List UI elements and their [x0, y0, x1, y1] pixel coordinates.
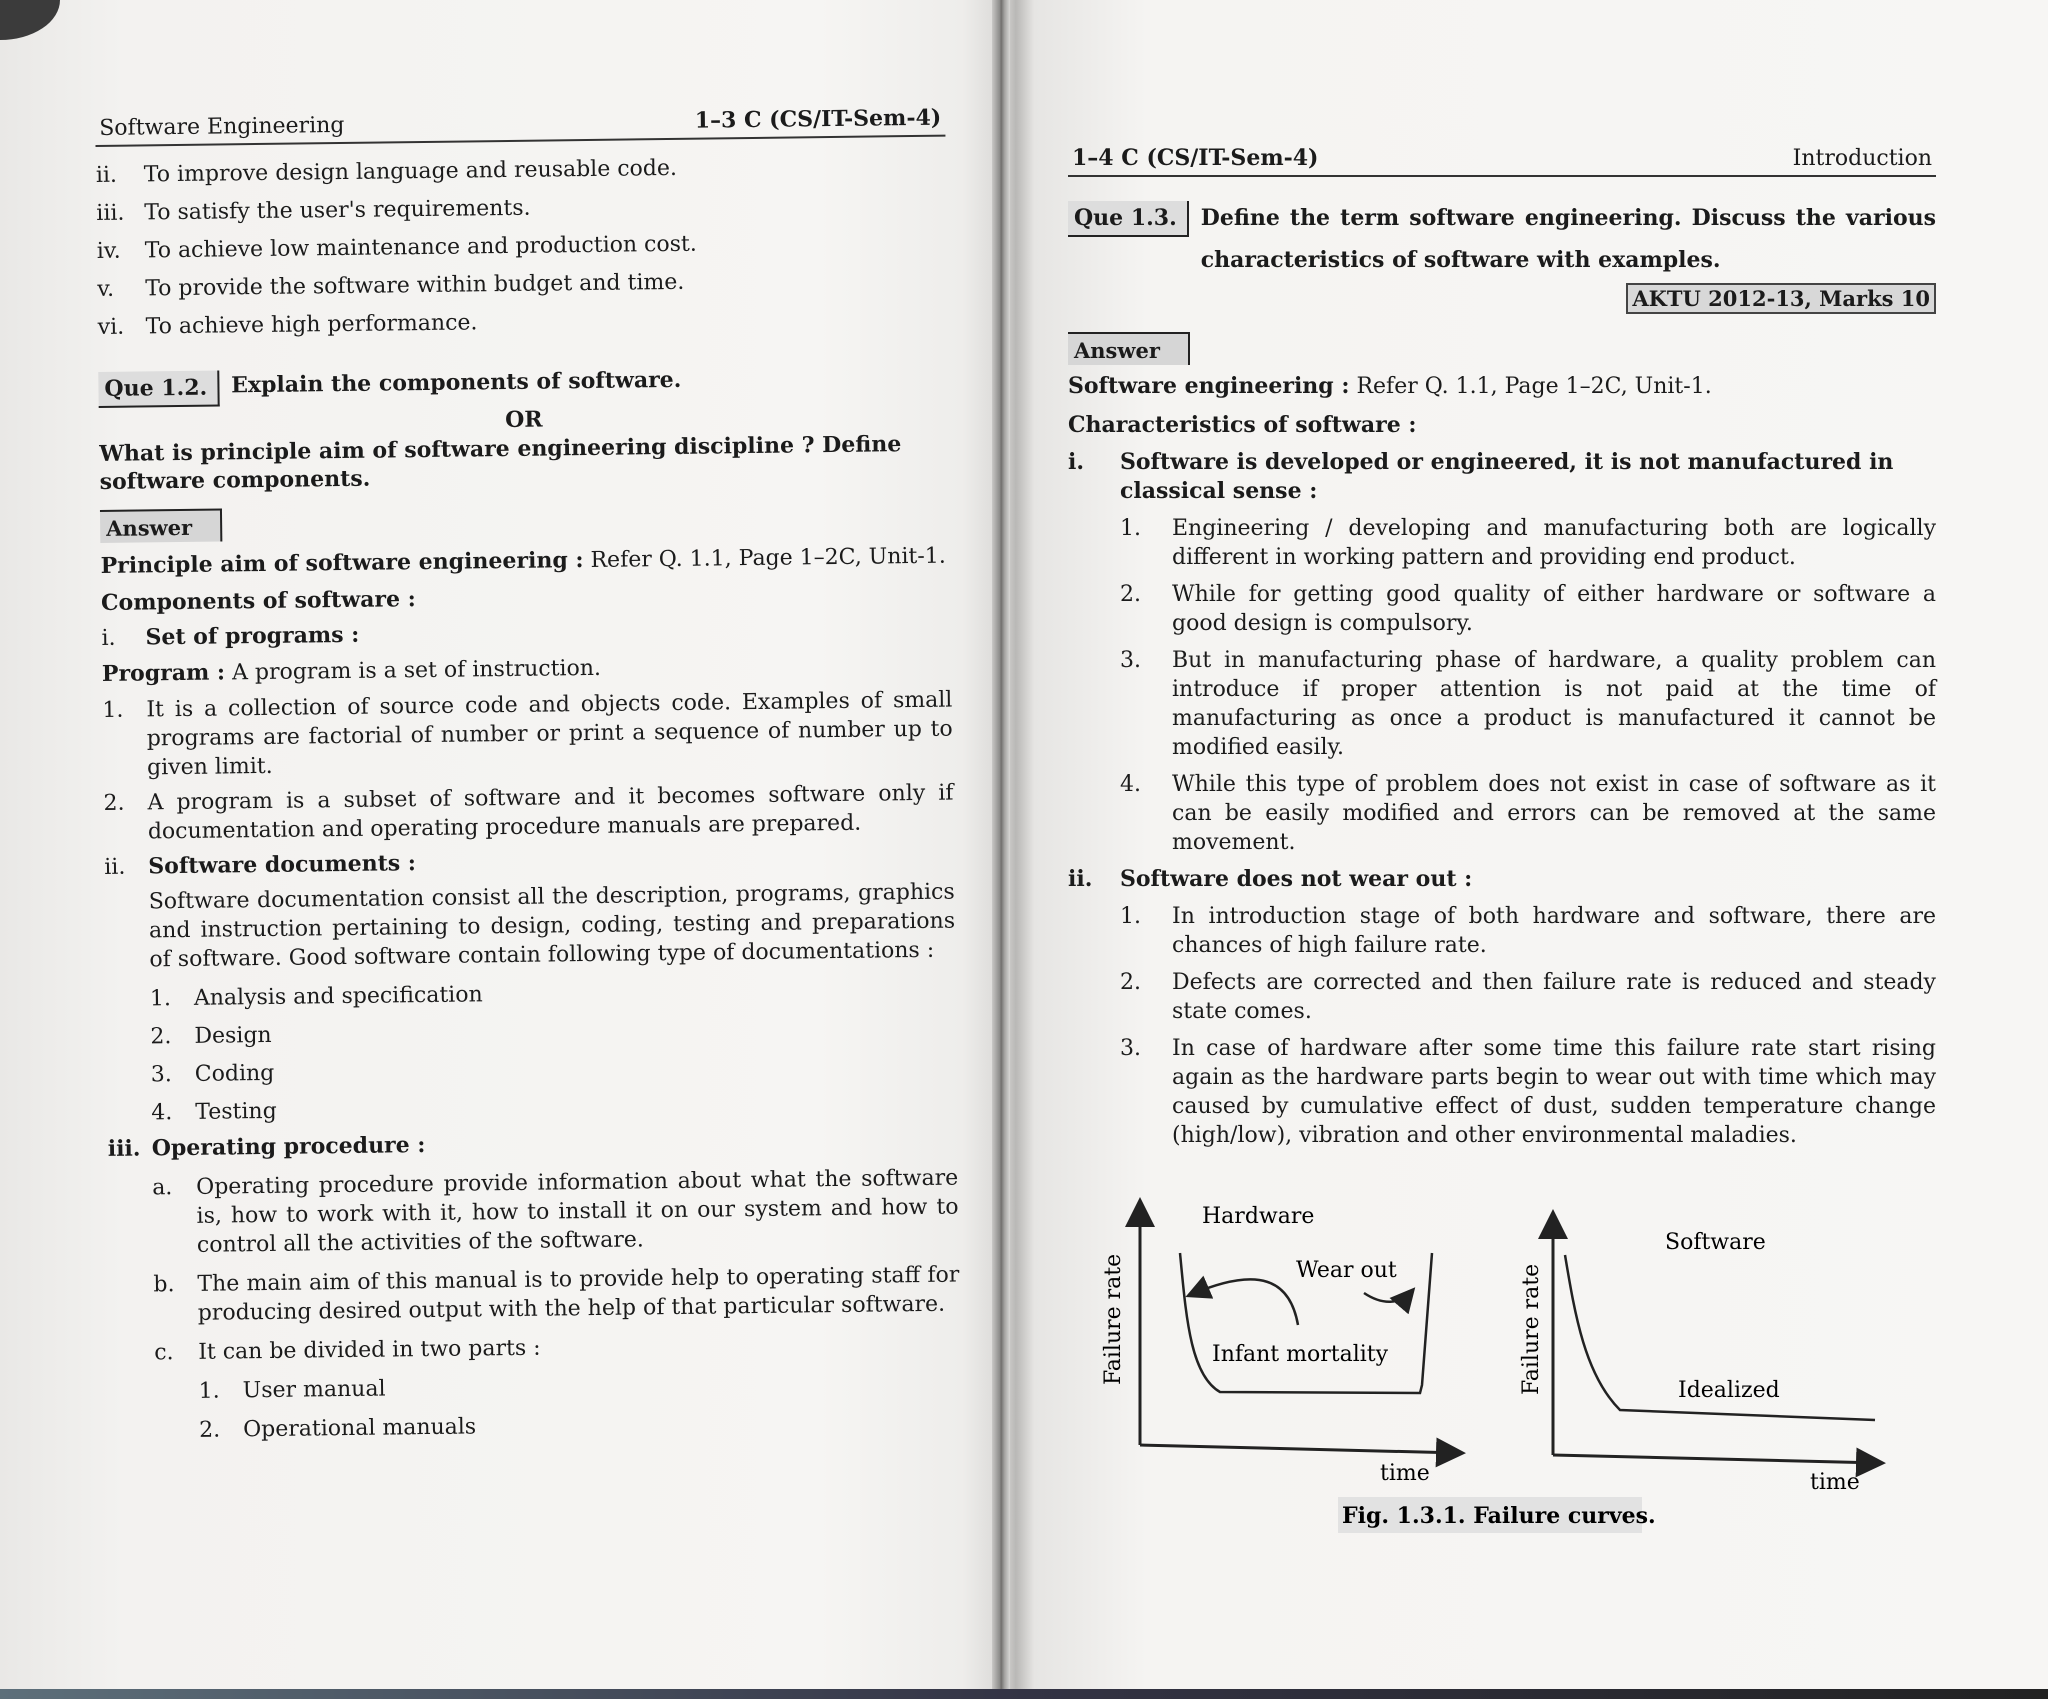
- characteristics-heading: Characteristics of software :: [1068, 412, 1417, 438]
- left-page: [95, 95, 961, 1446]
- aim-line: Principle aim of software engineering : Refer Q. 1.1, Page 1–2C, Unit-1.: [100, 543, 946, 579]
- question-text: Define the term software engineering. Discuss the various characteristics of software with examples.: [1200, 205, 1936, 273]
- list-item: 2. Operational manuals: [199, 1414, 477, 1443]
- question-1-3: [1068, 201, 1936, 281]
- header-subject: Software Engineering: [99, 112, 345, 141]
- list-item: 2. A program is a subset of software and it becomes software only if documentation and operating procedure manuals are prepared.: [103, 780, 954, 845]
- right-page-header: [1068, 135, 1936, 177]
- book-spine: [992, 0, 1010, 1699]
- list-item: v. To provide the software within budget and time.: [97, 269, 685, 302]
- list-item: b. The main aim of this manual is to provide help to operating staff for producing desired output with the help of that particular software.: [153, 1262, 960, 1326]
- background-corner: [0, 0, 60, 40]
- list-item: ii. To improve design language and reusable code.: [95, 155, 678, 188]
- list-item: iii. To satisfy the user's requirements.: [96, 195, 531, 226]
- characteristic-2-heading: ii. Software does not wear out :: [1068, 866, 1473, 892]
- list-item: iv. To achieve low maintenance and production cost.: [96, 231, 697, 264]
- list-item: 3. But in manufacturing phase of hardware, a quality problem can introduce if proper attention is not paid at the time of manufacturing as once a product is manufactured it cannot be modified easily.: [1120, 648, 1936, 760]
- sw-title: Software: [1665, 1230, 1766, 1255]
- list-item: 1. It is a collection of source code and objects code. Examples of small programs are factorial of number or print a sequence of number up to given limit.: [102, 687, 953, 781]
- background-bottom: [0, 1689, 2048, 1699]
- sw-y-label: Failure rate: [1519, 1263, 1544, 1395]
- list-item: 1. Engineering / developing and manufacturing both are logically different in working pattern and providing end product.: [1120, 516, 1936, 570]
- list-item: c. It can be divided in two parts :: [154, 1335, 541, 1366]
- or-separator: OR: [504, 406, 543, 434]
- answer-heading: Answer: [1068, 332, 1936, 365]
- objective-list: [96, 151, 948, 342]
- sw-x-label: time: [1810, 1470, 1860, 1495]
- figure-caption: Fig. 1.3.1. Failure curves.: [1342, 1503, 1656, 1529]
- documents-paragraph: Software documentation consist all the description, programs, graphics and instruction pertaining to design, coding, testing and preparations of software. Good software contain following type of documentations :: [148, 879, 956, 973]
- failure-curves-svg: [1090, 1195, 1890, 1555]
- sw-x-axis: [1553, 1455, 1880, 1463]
- failure-curves-figure: [1090, 1195, 1890, 1555]
- characteristic-1-heading: i. Software is developed or engineered, it is not manufactured in classical sense :: [1068, 449, 1894, 504]
- list-item: 3. In case of hardware after some time this failure rate start rising again as the hardware parts begin to wear out with time which may caused by cumulative effect of dust, sudden temperature change (high/low), vibration and other environmental maladies.: [1120, 1036, 1936, 1148]
- software-documents-heading: ii. Software documents :: [104, 850, 417, 880]
- header-page-number: 1–4 C (CS/IT-Sem-4): [1072, 145, 1319, 171]
- list-item: 4. While this type of problem does not exist in case of software as it can be easily modified and errors can be removed at the same movement.: [1120, 772, 1936, 855]
- hw-x-axis: [1140, 1445, 1460, 1453]
- documentation-list: [106, 971, 958, 1133]
- list-item: 4. Testing: [151, 1098, 277, 1126]
- idealized-label: Idealized: [1678, 1378, 1780, 1403]
- list-item: 2. Defects are corrected and then failure rate is reduced and steady state comes.: [1120, 970, 1936, 1024]
- infant-mortality-label: Infant mortality: [1212, 1342, 1389, 1367]
- header-chapter: Introduction: [1792, 146, 1932, 171]
- header-page-number: 1–3 C (CS/IT-Sem-4): [694, 104, 942, 134]
- program-definition: Program : A program is a set of instruction.: [101, 655, 602, 687]
- question-label: Que 1.2.: [98, 371, 219, 408]
- list-item: 1. Analysis and specification: [149, 982, 483, 1012]
- question-alt-text: What is principle aim of software engineering discipline ? Define software components.: [99, 431, 902, 495]
- answer-heading: Answer: [100, 500, 950, 543]
- hw-title: Hardware: [1202, 1204, 1315, 1229]
- aktu-badge: AKTU 2012-13, Marks 10: [1626, 283, 1936, 314]
- question-label: Que 1.3.: [1068, 201, 1189, 237]
- list-item: vi. To achieve high performance.: [97, 310, 478, 340]
- hw-x-label: time: [1380, 1461, 1430, 1486]
- set-of-programs-heading: i. Set of programs :: [101, 621, 360, 651]
- wear-out-label: Wear out: [1296, 1258, 1397, 1283]
- components-heading: Components of software :: [100, 586, 416, 616]
- wear-out-arrow: [1364, 1291, 1412, 1302]
- list-item: 1. In introduction stage of both hardware and software, there are chances of high failure rate.: [1120, 904, 1936, 958]
- list-item: 3. Coding: [150, 1060, 275, 1088]
- aktu-row: [1068, 283, 1936, 314]
- operating-procedure-heading: iii. Operating procedure :: [107, 1132, 426, 1162]
- right-page: [1068, 135, 1936, 1150]
- question-text: Explain the components of software.: [231, 366, 682, 399]
- left-page-header: [95, 95, 945, 147]
- list-item: 2. Design: [150, 1022, 272, 1050]
- list-item: 2. While for getting good quality of either hardware or software a good design is compulsory.: [1120, 582, 1936, 636]
- hw-y-label: Failure rate: [1101, 1253, 1126, 1385]
- infant-mortality-arrow: [1190, 1279, 1298, 1325]
- se-line: Software engineering : Refer Q. 1.1, Page 1–2C, Unit-1.: [1068, 373, 1712, 399]
- list-item: 1. User manual: [198, 1376, 386, 1404]
- list-item: a. Operating procedure provide information about what the software is, how to work with it, how to install it on our system and how to control all the activities of the software.: [152, 1165, 959, 1258]
